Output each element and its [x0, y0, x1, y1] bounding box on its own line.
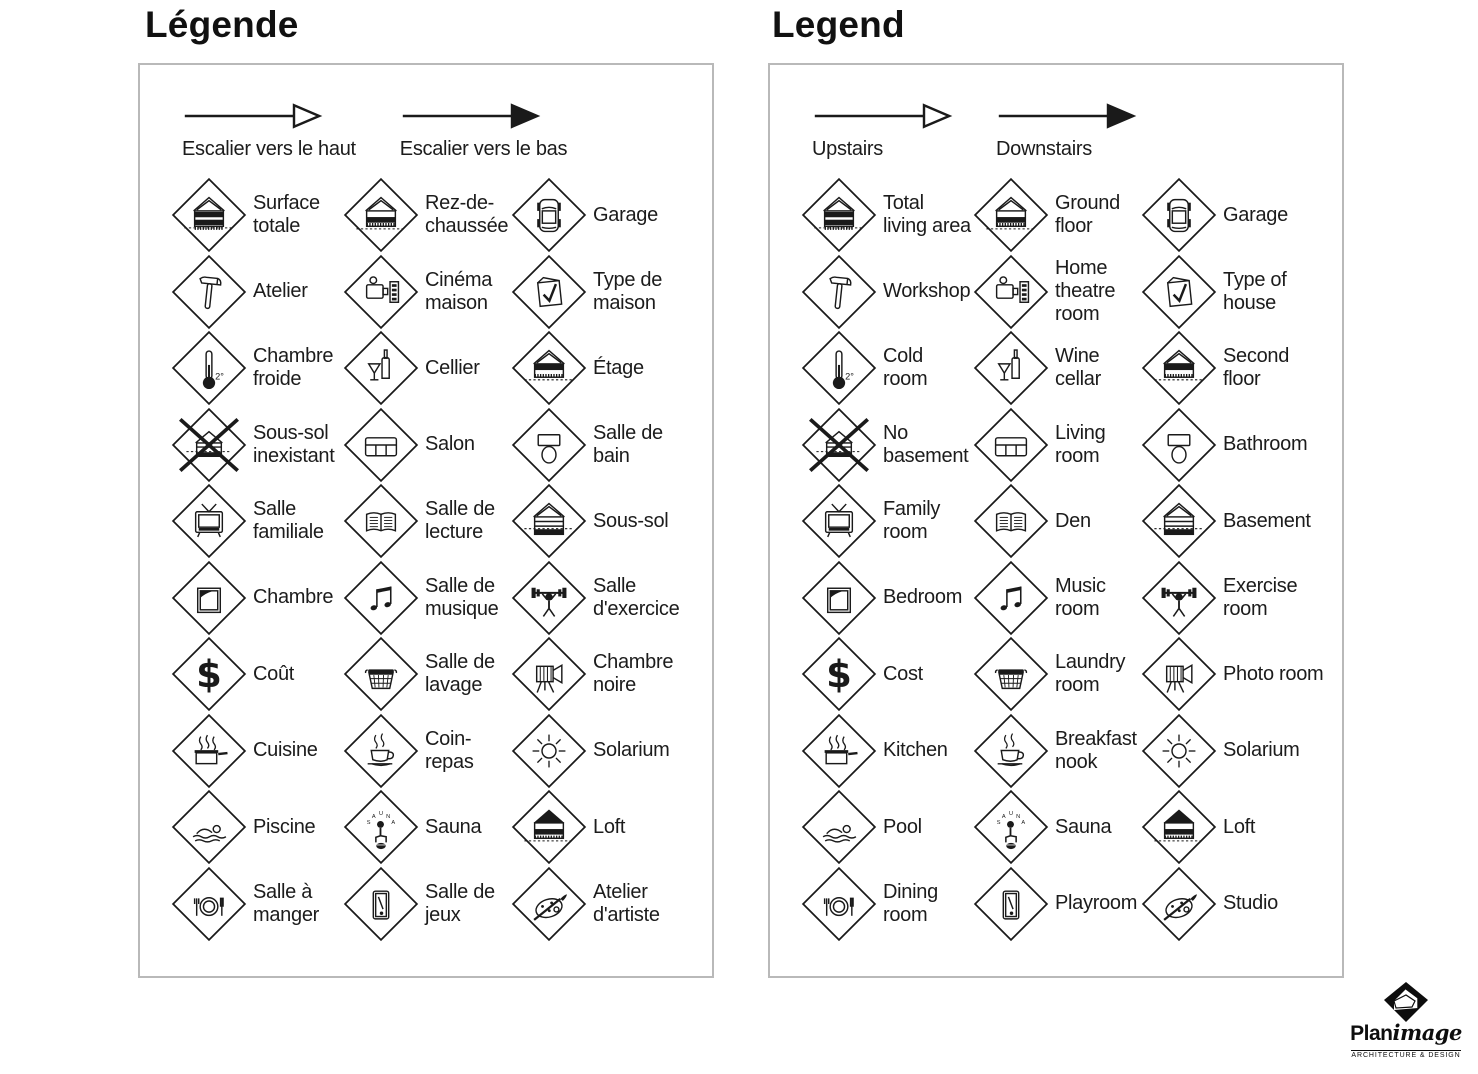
legend-item-hammer — [800, 253, 972, 331]
stair-arrow-label: Upstairs — [812, 138, 883, 160]
legend-item-car — [510, 176, 714, 254]
legend-item-label: Playroom — [1055, 892, 1138, 915]
legend-item-icon — [1140, 176, 1218, 254]
legend-item-label: Loft — [1223, 815, 1256, 838]
legend-item-sauna — [342, 788, 510, 866]
legend-item-wine — [972, 329, 1140, 407]
legend-item-label: Kitchen — [883, 739, 948, 762]
legend-item-wine — [342, 329, 510, 407]
legend-item-label: Dining room — [883, 880, 938, 926]
legend-item-label: Living room — [1055, 421, 1106, 467]
legend-item-label: Type de maison — [593, 268, 663, 314]
legend-item-weightlifter — [1140, 559, 1344, 637]
legend-item-label: Cuisine — [253, 739, 318, 762]
legend-item-dollar — [170, 635, 342, 713]
legend-item-label: Sous-sol inexistant — [253, 421, 335, 467]
legend-item-book — [972, 482, 1140, 560]
legend-item-house-second — [510, 329, 714, 407]
legend-item-label: Étage — [593, 356, 644, 379]
legend-item-label: Salle de musique — [425, 574, 499, 620]
legend-item-icon — [342, 559, 420, 637]
legend-item-label: Chambre noire — [593, 651, 674, 697]
legend-item-label: Sous-sol — [593, 509, 669, 532]
legend-item-label: Music room — [1055, 574, 1106, 620]
legend-item-house-second — [1140, 329, 1344, 407]
legend-item-icon — [972, 559, 1050, 637]
legend-item-icon — [170, 712, 248, 790]
stair-arrow-label: Escalier vers le bas — [399, 138, 568, 160]
legend-item-label: Salle à manger — [253, 880, 320, 926]
legend-item-toilet — [1140, 406, 1344, 484]
legend-item-laundry — [342, 635, 510, 713]
legend-item-thermometer — [170, 329, 342, 407]
legend-item-icon — [170, 559, 248, 637]
legend-panel-fr — [138, 63, 714, 978]
legend-item-house-basement — [1140, 482, 1344, 560]
legend-item-icon — [1140, 253, 1218, 331]
legend-item-label: Sauna — [425, 815, 482, 838]
legend-item-pot — [170, 712, 342, 790]
legend-item-icon — [510, 788, 588, 866]
legend-item-icon — [1140, 406, 1218, 484]
legend-item-icon — [972, 865, 1050, 943]
legend-item-dining — [800, 865, 972, 943]
stair-arrow-icon — [996, 101, 1136, 131]
legend-item-label: Salle d'exercice — [593, 574, 680, 620]
legend-item-icon — [510, 482, 588, 560]
legend-item-billiard — [342, 865, 510, 943]
legend-item-icon — [800, 865, 878, 943]
legend-item-label: Solarium — [1223, 739, 1300, 762]
legend-item-label: Breakfast nook — [1055, 727, 1137, 773]
legend-item-label: Chambre froide — [253, 345, 334, 391]
legend-item-label: Second floor — [1223, 345, 1290, 391]
legend-item-icon — [800, 329, 878, 407]
legend-item-sun — [510, 712, 714, 790]
legend-item-icon — [800, 635, 878, 713]
legend-item-camera — [510, 635, 714, 713]
legend-item-icon — [510, 329, 588, 407]
legend-item-icon — [510, 406, 588, 484]
legend-grid — [170, 177, 714, 942]
legend-item-house-total — [800, 176, 972, 254]
legend-item-icon — [1140, 559, 1218, 637]
legend-item-icon — [510, 559, 588, 637]
legend-item-label: Sauna — [1055, 815, 1112, 838]
legend-item-icon — [972, 406, 1050, 484]
stair-arrow-icon — [400, 101, 540, 131]
legend-item-icon — [510, 712, 588, 790]
legend-item-projector — [972, 253, 1140, 331]
logo-text-image: image — [1392, 1020, 1462, 1045]
legend-item-label: Atelier — [253, 280, 308, 303]
legend-item-palette — [1140, 865, 1344, 943]
legend-item-label: Atelier d'artiste — [593, 880, 660, 926]
legend-item-camera — [1140, 635, 1344, 713]
legend-item-label: Salle de jeux — [425, 880, 495, 926]
legend-item-icon — [342, 406, 420, 484]
legend-item-label: Ground floor — [1055, 192, 1120, 238]
legend-item-sofa — [342, 406, 510, 484]
legend-item-icon — [800, 253, 878, 331]
legend-item-icon — [510, 253, 588, 331]
legend-item-label: Chambre — [253, 586, 334, 609]
legend-item-icon — [1140, 482, 1218, 560]
legend-item-icon — [170, 406, 248, 484]
legend-item-label: Photo room — [1223, 662, 1324, 685]
legend-item-pot — [800, 712, 972, 790]
legend-item-icon — [972, 635, 1050, 713]
legend-item-house-loft — [1140, 788, 1344, 866]
stair-arrow-open — [182, 101, 356, 161]
stair-arrow-icon — [812, 101, 952, 131]
legend-item-label: Cellier — [425, 356, 480, 379]
legend-panel-en — [768, 63, 1344, 978]
legend-item-icon — [510, 865, 588, 943]
legend-item-house-check — [510, 253, 714, 331]
legend-item-icon — [342, 329, 420, 407]
legend-item-icon — [170, 176, 248, 254]
stair-arrow-filled — [400, 101, 567, 161]
planimage-logo-tagline: ARCHITECTURE & DESIGN — [1351, 1052, 1461, 1059]
legend-item-label: Piscine — [253, 815, 316, 838]
legend-item-house-ground — [342, 176, 510, 254]
legend-item-house-loft — [510, 788, 714, 866]
legend-item-icon — [510, 635, 588, 713]
legend-item-icon — [972, 712, 1050, 790]
arrows-row — [812, 101, 1136, 161]
legend-item-label: Pool — [883, 815, 922, 838]
page-title-en: Legend — [772, 4, 905, 45]
stair-arrow-open — [812, 101, 952, 161]
legend-item-music — [972, 559, 1140, 637]
legend-item-icon — [510, 176, 588, 254]
stair-arrow-icon — [182, 101, 322, 131]
legend-item-label: Garage — [1223, 203, 1288, 226]
legend-item-label: Cold room — [883, 345, 928, 391]
legend-item-label: Coin-repas — [425, 727, 474, 773]
legend-item-label: Bathroom — [1223, 433, 1308, 456]
legend-item-label: Rez-de-chaussée — [425, 192, 509, 238]
legend-item-label: Cinéma maison — [425, 268, 493, 314]
legend-item-icon — [342, 712, 420, 790]
legend-item-icon — [1140, 329, 1218, 407]
legend-item-house-crossed — [800, 406, 972, 484]
legend-item-sofa — [972, 406, 1140, 484]
legend-item-hammer — [170, 253, 342, 331]
legend-item-icon — [342, 788, 420, 866]
legend-item-icon — [1140, 635, 1218, 713]
legend-item-label: No basement — [883, 421, 969, 467]
legend-item-label: Bedroom — [883, 586, 963, 609]
legend-item-icon — [342, 865, 420, 943]
legend-item-label: Total living area — [883, 192, 971, 238]
legend-item-icon — [800, 482, 878, 560]
legend-item-label: Salon — [425, 433, 475, 456]
legend-item-window — [170, 559, 342, 637]
legend-item-label: Home theatre room — [1055, 257, 1116, 326]
stair-arrow-label: Escalier vers le haut — [182, 138, 356, 160]
legend-item-house-ground — [972, 176, 1140, 254]
legend-item-cup — [972, 712, 1140, 790]
legend-item-icon — [800, 406, 878, 484]
legend-item-book — [342, 482, 510, 560]
legend-item-dining — [170, 865, 342, 943]
legend-item-window — [800, 559, 972, 637]
legend-item-house-total — [170, 176, 342, 254]
legend-item-sun — [1140, 712, 1344, 790]
logo-text-plan: Plan — [1350, 1022, 1393, 1045]
legend-item-label: Solarium — [593, 739, 670, 762]
legend-item-label: Studio — [1223, 892, 1278, 915]
legend-item-icon — [342, 482, 420, 560]
legend-item-label: Type of house — [1223, 268, 1287, 314]
legend-item-tv — [800, 482, 972, 560]
legend-item-label: Garage — [593, 203, 658, 226]
legend-item-label: Family room — [883, 498, 941, 544]
legend-item-label: Den — [1055, 509, 1091, 532]
legend-item-house-check — [1140, 253, 1344, 331]
legend-item-icon — [972, 482, 1050, 560]
legend-item-icon — [1140, 712, 1218, 790]
legend-item-palette — [510, 865, 714, 943]
legend-item-icon — [800, 176, 878, 254]
planimage-logo — [1337, 981, 1475, 1062]
legend-item-icon — [342, 635, 420, 713]
legend-item-icon — [170, 865, 248, 943]
legend-item-label: Workshop — [883, 280, 971, 303]
legend-item-icon — [800, 712, 878, 790]
legend-item-music — [342, 559, 510, 637]
planimage-logo-icon — [1382, 981, 1430, 1023]
legend-item-icon — [972, 329, 1050, 407]
legend-item-icon — [972, 788, 1050, 866]
legend-item-icon — [972, 176, 1050, 254]
legend-item-swimmer — [800, 788, 972, 866]
legend-item-label: Salle de bain — [593, 421, 663, 467]
legend-item-icon — [170, 788, 248, 866]
legend-item-car — [1140, 176, 1344, 254]
legend-item-icon — [1140, 788, 1218, 866]
legend-item-icon — [170, 253, 248, 331]
legend-item-label: Loft — [593, 815, 626, 838]
legend-item-laundry — [972, 635, 1140, 713]
legend-item-label: Laundry room — [1055, 651, 1126, 697]
legend-grid — [800, 177, 1344, 942]
legend-item-label: Salle de lecture — [425, 498, 495, 544]
legend-item-projector — [342, 253, 510, 331]
legend-item-weightlifter — [510, 559, 714, 637]
page-title-fr: Légende — [145, 4, 299, 45]
legend-item-label: Salle familiale — [253, 498, 324, 544]
legend-item-toilet — [510, 406, 714, 484]
planimage-logo-wordmark — [1337, 1020, 1475, 1045]
legend-item-thermometer — [800, 329, 972, 407]
stair-arrow-filled — [996, 101, 1136, 161]
arrows-row — [182, 101, 567, 161]
legend-item-label: Coût — [253, 662, 295, 685]
legend-item-swimmer — [170, 788, 342, 866]
legend-item-icon — [800, 788, 878, 866]
legend-item-icon — [170, 635, 248, 713]
legend-item-icon — [170, 329, 248, 407]
legend-item-dollar — [800, 635, 972, 713]
legend-item-icon — [1140, 865, 1218, 943]
legend-item-icon — [342, 253, 420, 331]
legend-item-icon — [800, 559, 878, 637]
legend-item-label: Exercise room — [1223, 574, 1298, 620]
legend-item-tv — [170, 482, 342, 560]
legend-item-house-basement — [510, 482, 714, 560]
legend-item-house-crossed — [170, 406, 342, 484]
stair-arrow-label: Downstairs — [996, 138, 1092, 160]
legend-item-label: Cost — [883, 662, 923, 685]
legend-item-icon — [170, 482, 248, 560]
legend-item-label: Basement — [1223, 509, 1311, 532]
legend-item-icon — [342, 176, 420, 254]
legend-item-icon — [972, 253, 1050, 331]
legend-item-billiard — [972, 865, 1140, 943]
legend-item-sauna — [972, 788, 1140, 866]
legend-item-label: Surface totale — [253, 192, 320, 238]
legend-item-label: Wine cellar — [1055, 345, 1101, 391]
legend-item-cup — [342, 712, 510, 790]
legend-item-label: Salle de lavage — [425, 651, 495, 697]
